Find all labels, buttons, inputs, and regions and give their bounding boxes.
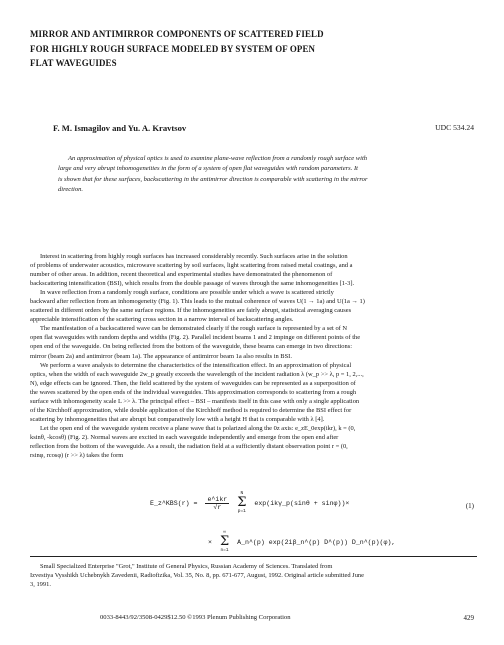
equation-line-2: × ∞ Σ n=1 A_n^(p) exp(2iβ_n^(p) D^(p)) D_n^(p)(φ), — [208, 530, 396, 553]
udc-code: UDC 534.24 — [435, 123, 474, 132]
sum-upper-limit: N — [240, 491, 244, 496]
body-line: In wave reflection from a randomly rough surface, conditions are possible under which a wave is scattered strictly — [40, 289, 334, 297]
issn-line: 0033-8443/92/3508-0429$12.50 ©1993 Plenum Publishing Corporation — [100, 614, 291, 621]
body-text — [30, 252, 478, 460]
footnote — [30, 562, 478, 590]
body-line: mirror (beam 2a) and antimirror (beam 1a). The appearance of antimirror beam 1a also results in BSI. — [30, 352, 292, 360]
title-line: FOR HIGHLY ROUGH SURFACE MODELED BY SYSTEM OF OPEN — [30, 43, 316, 54]
authors: F. M. Ismagilov and Yu. A. Kravtsov — [53, 123, 187, 133]
body-line: open flat waveguides with random depths and widths (Fig. 2). Parallel incident beams 1 and 2 impinge on different points of the — [30, 334, 361, 342]
footnote-line: 3, 1991. — [30, 581, 51, 589]
body-line: Interest in scattering from highly rough surfaces has increased considerably recently. Such surfaces arise in the solution — [40, 253, 348, 260]
sum-upper-limit: ∞ — [223, 530, 226, 535]
body-line: appreciable intensification of the scattering cross section in a narrow interval of backscattering angles. — [30, 316, 294, 324]
title-line: FLAT WAVEGUIDES — [30, 58, 117, 68]
title-line: MIRROR AND ANTIMIRROR COMPONENTS OF SCATTERED FIELD — [30, 29, 324, 39]
abstract-line: is shown that for these surfaces, backscattering in the antimirror direction is comparable with scattering in the mirror — [58, 175, 368, 183]
abstract — [58, 154, 450, 195]
body-line: backward after reflection from an inhomogeneity (Fig. 1). This leads to the mutual coherence of waves U(1 → 1a) and U(1a → 1) — [30, 298, 365, 306]
body-line: of the Kirchhoff approximation, while double application of the Kirchhoff method is required to determine the BSI effect for — [30, 406, 352, 414]
body-line: The manifestation of a backscattered wave can be demonstrated clearly if the rough surface is represented by a set of N — [40, 325, 348, 333]
footnote-line: Izvestiya Vysshikh Uchebnykh Zavedenii, Radiofizika, Vol. 35, No. 8, pp. 671-677, August, 1992. Original article submitted June — [30, 572, 364, 580]
footnote-divider — [30, 556, 477, 557]
summation-symbol: Σ — [237, 495, 247, 510]
abstract-line: direction. — [58, 185, 84, 193]
sum-lower-limit: p=1 — [237, 509, 246, 514]
equation-lhs: E_z^KBS(r) = — [150, 499, 198, 507]
body-line: rsinφ, rcosφ) (r >> λ) takes the form — [30, 452, 124, 460]
sum-lower-limit: n=1 — [220, 548, 229, 553]
abstract-line: An approximation of physical optics is used to examine plane-wave reflection from a randomly rough surface with — [68, 155, 368, 162]
body-line: scattered in different orders by the same surface regions. If the inhomogeneities are fairly abrupt, statistical averaging causes — [30, 307, 352, 315]
page-number: 429 — [463, 614, 474, 622]
body-line: reflection from the bottom of the waveguide. As a result, the radiation field at a sufficiently distant observation point r = (0, — [30, 442, 348, 450]
article-title — [30, 27, 450, 71]
equation-number: (1) — [465, 502, 474, 510]
equation-fraction-numerator: e^ikr — [207, 495, 228, 503]
body-line: optics, when the width of each waveguide 2w_p greatly exceeds the wavelength of the incident radiation λ (w_p >> λ, p = 1, 2,..., — [30, 370, 364, 378]
body-line: of problems of underwater acoustics, microwave scattering by soil surfaces, light scattering from raised metal coatings, and a — [30, 262, 353, 270]
body-line: ksinθ, -kcosθ) (Fig. 2). Normal waves are excited in each waveguide independently and emerge from the open end after — [30, 433, 339, 441]
abstract-line: large and very abrupt inhomogeneities in the form of a system of open flat waveguides with random parameters. It — [58, 165, 358, 173]
equation-fraction-denominator: √r — [213, 503, 222, 511]
body-line: the waves scattered by the open ends of the individual waveguides. This approximation corresponds to scattering from a rough — [30, 388, 357, 396]
equation-term: exp(ikγ_p(sinθ + sinφ))× — [254, 499, 350, 507]
body-line: We perform a wave analysis to determine the characteristics of the intensification effect. In an approximation of physical — [40, 361, 352, 369]
equation-line-1 — [150, 491, 349, 515]
body-line: N), edge effects can be ignored. Then, the field scattered by the system of waveguides can be represented as a superposition of — [30, 379, 356, 387]
footnote-line: Small Specialized Enterprise "Grot," Institute of General Physics, Russian Academy of Sciences. Translated from — [40, 563, 333, 570]
body-line: open end of the waveguide. On being reflected from the bottom of the waveguide, these beams can emerge in two directions: — [30, 343, 353, 351]
body-line: scattering by inhomogeneities that are abrupt but comparatively low with a height H that is comparable with λ [4]. — [30, 415, 325, 423]
summation-symbol: Σ — [219, 534, 230, 549]
equation-term: A_n^(p) exp(2iβ_n^(p) D^(p)) D_n^(p)(φ), — [237, 538, 396, 546]
body-line: Let the open end of the waveguide system receive a plane wave that is polarized along the 0z axis: e_zE_0exp(ikr), k = (0, — [40, 424, 356, 432]
body-line: number of other areas. In addition, recent theoretical and experimental studies have demonstrated the phenomenon of — [30, 271, 333, 279]
body-line: surface with inhomogeneity scale L >> λ. The principal effect – BSI – manifests itself in this case with only a single application — [30, 397, 360, 405]
body-line: backscattering intensification (BSI), which results from the double passage of waves through the same inhomogeneities [1-3]. — [30, 280, 355, 288]
